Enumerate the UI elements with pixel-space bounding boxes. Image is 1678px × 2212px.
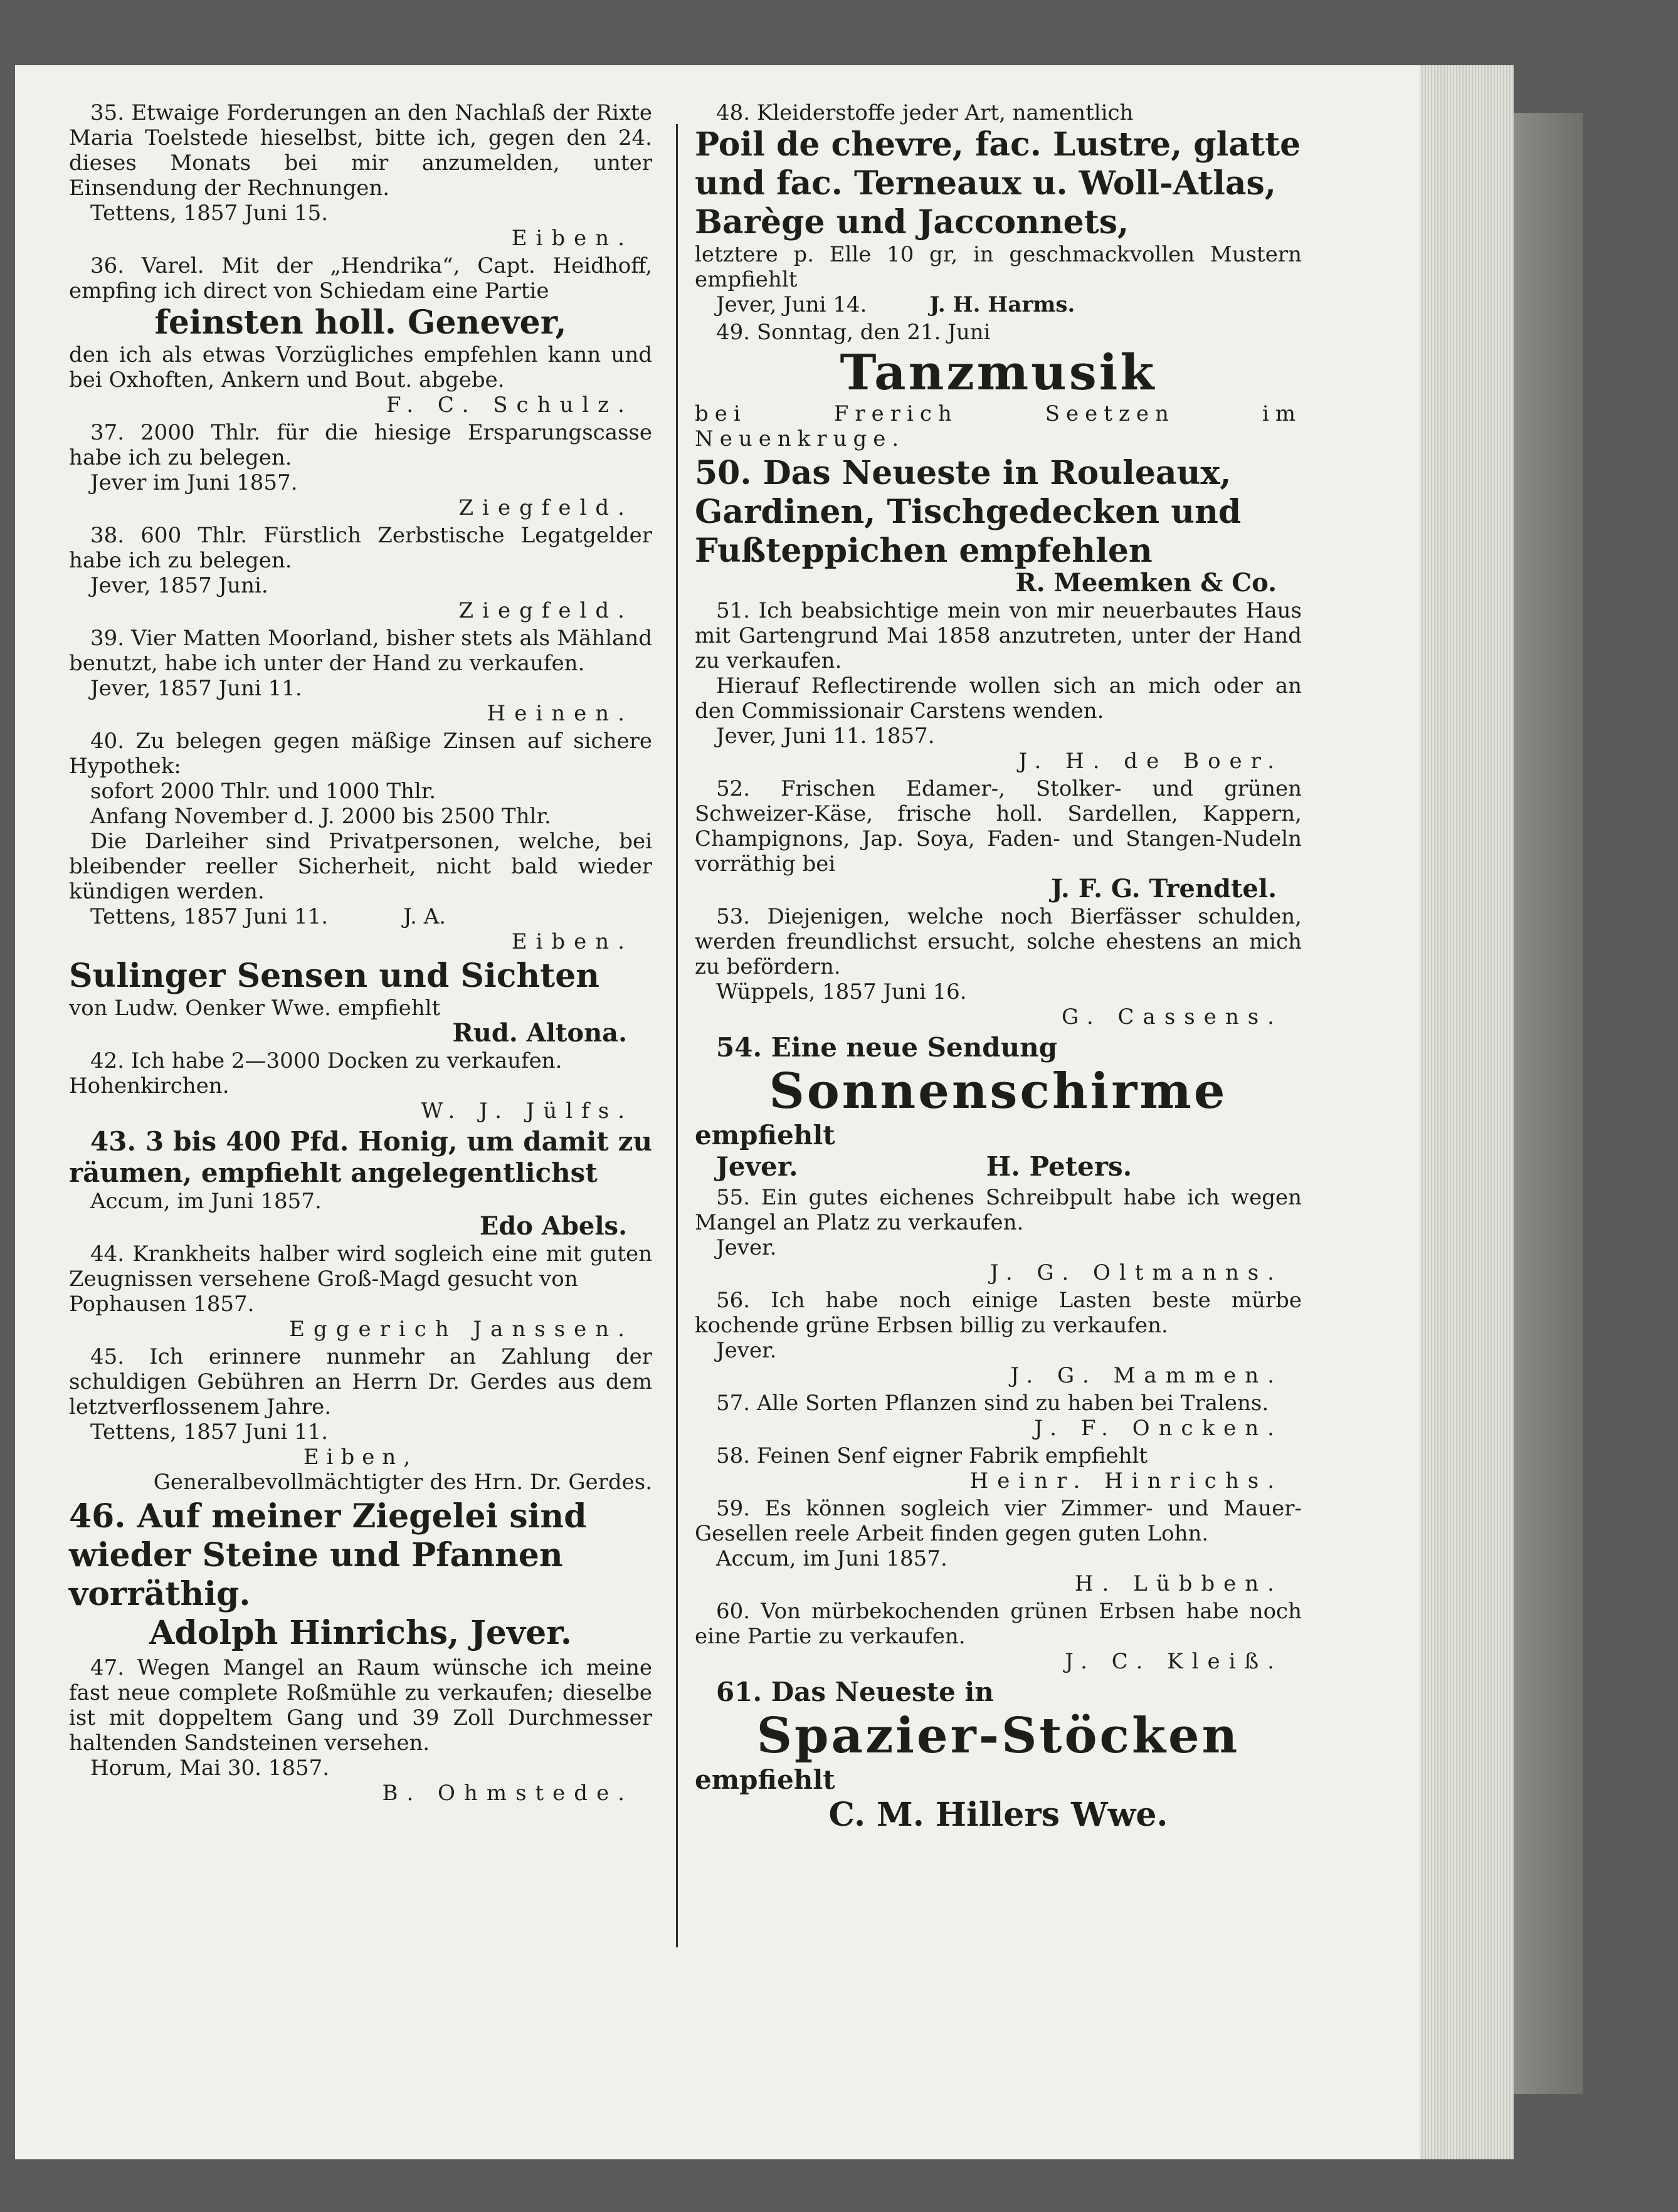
ad-45 <box>69 1344 652 1495</box>
ad-50 <box>695 454 1302 596</box>
ad-line: sofort 2000 Thlr. und 1000 Thlr. <box>90 779 436 804</box>
ad-place-date: Jever. <box>716 1151 798 1182</box>
ad-text: 60. Von mürbekochenden grünen Erbsen habe noch eine Partie zu verkaufen. <box>695 1599 1302 1649</box>
ad-44 <box>69 1241 652 1342</box>
ad-text: 43. 3 bis 400 Pfd. Honig, um damit zu räumen, empfiehlt angelegentlichst <box>69 1126 652 1188</box>
ad-signature: Edo Abels. <box>479 1211 627 1241</box>
ad-55 <box>695 1185 1302 1285</box>
ad-text: 48. Kleiderstoffe jeder Art, namentlich <box>716 100 1134 125</box>
ad-place-date: Jever, Juni 14. <box>716 292 867 317</box>
ad-signature-title: Generalbevollmächtigter des Hrn. Dr. Gerdes. <box>153 1470 652 1495</box>
ad-headline: 61. Das Neueste in <box>716 1677 994 1707</box>
ad-text: 36. Varel. Mit der „Hendrika“, Capt. Heidhoff, empfing ich direct von Schiedam eine Partie <box>69 253 652 303</box>
ad-headline: Poil de chevre, fac. Lustre, glatte und fac. Terneaux u. Woll-Atlas, Barège und Jacconnets, <box>695 125 1301 241</box>
ad-place-date: Tettens, 1857 Juni 11. <box>90 904 329 929</box>
ad-text: empfiehlt <box>695 1120 835 1151</box>
ad-signature: F. C. Schulz. <box>386 392 633 418</box>
ad-54 <box>695 1032 1302 1182</box>
ad-text: Hierauf Reflectirende wollen sich an mich oder an den Commissionair Carstens wenden. <box>695 673 1302 724</box>
ad-38 <box>69 523 652 623</box>
ad-signature: J. H. Harms. <box>929 292 1075 317</box>
ad-text: 52. Frischen Edamer-, Stolker- und grünen Schweizer-Käse, frische holl. Sardellen, Kappern, Champignons, Jap. Soya, Faden- und Stangen-Nudeln vorräthig bei <box>695 776 1302 877</box>
ad-text: den ich als etwas Vorzügliches empfehlen kann und bei Oxhoften, Ankern und Bout. abgebe. <box>69 342 652 392</box>
ad-headline-large: Sonnenschirme <box>769 1063 1228 1120</box>
ad-headline: 54. Eine neue Sendung <box>716 1032 1058 1063</box>
ad-39 <box>69 626 652 726</box>
ad-place-row <box>695 292 1302 317</box>
ad-place-date: Accum, im Juni 1857. <box>90 1189 322 1214</box>
ad-signature: G. Cassens. <box>1061 1004 1283 1030</box>
ad-place-date: Jever, 1857 Juni. <box>90 573 268 598</box>
ad-57 <box>695 1391 1302 1441</box>
ad-signature: Eiben. <box>511 226 633 251</box>
ad-58 <box>695 1443 1302 1493</box>
ad-text: 59. Es können sogleich vier Zimmer- und Mauer-Gesellen reele Arbeit finden gegen guten Lohn. <box>695 1496 1302 1546</box>
ad-text: 49. Sonntag, den 21. Juni <box>716 320 991 345</box>
ad-signature: Heinr. Hinrichs. <box>969 1468 1283 1493</box>
ad-text: bei Frerich Seetzen im Neuenkruge. <box>695 401 1302 451</box>
ad-text: 51. Ich beabsichtige mein von mir neuerbautes Haus mit Gartengrund Mai 1858 anzutreten, unter der Hand zu verkaufen. <box>695 598 1302 673</box>
ad-47 <box>69 1655 652 1806</box>
ad-text: 44. Krankheits halber wird sogleich eine mit guten Zeugnissen versehene Groß-Magd gesucht von <box>69 1241 652 1292</box>
ad-52 <box>695 776 1302 902</box>
left-column <box>69 100 652 1808</box>
ad-text: 45. Ich erinnere nunmehr an Zahlung der schuldigen Gebühren an Herrn Dr. Gerdes aus dem letztverflossenem Jahre. <box>69 1344 652 1419</box>
ad-text: Die Darleiher sind Privatpersonen, welche, bei bleibender reeller Sicherheit, nicht bald wieder kündigen werden. <box>69 829 652 904</box>
ad-signature: B. Ohmstede. <box>382 1781 633 1806</box>
ad-place-date: Tettens, 1857 Juni 11. <box>90 1419 329 1445</box>
ad-text: 40. Zu belegen gegen mäßige Zinsen auf sichere Hypothek: <box>69 729 652 779</box>
ad-place-row <box>69 904 652 929</box>
ad-37 <box>69 420 652 520</box>
ad-signature: Ziegfeld. <box>458 598 633 623</box>
ad-headline: 46. Auf meiner Ziegelei sind wieder Steine und Pfannen vorräthig. <box>69 1497 587 1613</box>
ad-headline: 50. Das Neueste in Rouleaux, Gardinen, Tischgedecken und Fußteppichen empfehlen <box>695 454 1242 570</box>
ad-51 <box>695 598 1302 774</box>
ad-line: Anfang November d. J. 2000 bis 2500 Thlr. <box>90 804 551 829</box>
ad-43 <box>69 1126 652 1239</box>
ad-signature: Ziegfeld. <box>458 495 633 520</box>
ad-signature: H. Peters. <box>986 1151 1132 1182</box>
ad-signature: Eiben, <box>303 1445 418 1470</box>
book-page-edges <box>1420 65 1514 2159</box>
ad-text: 37. 2000 Thlr. für die hiesige Ersparungscasse habe ich zu belegen. <box>69 420 652 470</box>
ad-41 <box>69 957 652 1046</box>
ad-signature: J. F. Oncken. <box>1034 1416 1283 1441</box>
ad-61 <box>695 1677 1302 1835</box>
ad-place-date: Jever, Juni 11. 1857. <box>716 724 935 749</box>
ad-text: 55. Ein gutes eichenes Schreibpult habe ich wegen Mangel an Platz zu verkaufen. <box>695 1185 1302 1235</box>
ad-signature: Heinen. <box>487 701 633 726</box>
ad-text: 47. Wegen Mangel an Raum wünsche ich meine fast neue complete Roßmühle zu verkaufen; dieselbe ist mit doppeltem Gang und 39 Zoll Durchmesser haltenden Sandsteinen versehen. <box>69 1655 652 1756</box>
ad-60 <box>695 1599 1302 1674</box>
ad-place-date: Hohenkirchen. <box>69 1073 230 1098</box>
ad-headline: Sulinger Sensen und Sichten <box>69 957 600 995</box>
ad-text: 57. Alle Sorten Pflanzen sind zu haben bei Tralens. <box>716 1391 1269 1416</box>
ad-signature: H. Lübben. <box>1074 1571 1283 1596</box>
ad-headline: feinsten holl. Genever, <box>154 303 567 342</box>
ad-place-row <box>695 1151 1302 1182</box>
ad-46 <box>69 1497 652 1653</box>
column-divider <box>676 124 678 1947</box>
ad-signature: J. G. Oltmanns. <box>989 1260 1283 1285</box>
right-column <box>695 100 1302 1837</box>
ad-headline: Tanzmusik <box>840 344 1157 401</box>
ad-signature: Eggerich Janssen. <box>289 1317 633 1342</box>
ad-48 <box>695 100 1302 317</box>
ad-text: 53. Diejenigen, welche noch Bierfässer schulden, werden freundlichst ersucht, solche ehestens an mich zu befördern. <box>695 904 1302 979</box>
ad-signature: J. F. G. Trendtel. <box>1051 874 1277 903</box>
ad-53 <box>695 904 1302 1030</box>
ad-text: 58. Feinen Senf eigner Fabrik empfiehlt <box>716 1443 1148 1468</box>
ad-signature: J. G. Mammen. <box>1010 1363 1283 1388</box>
ad-signature: Rud. Altona. <box>452 1018 627 1048</box>
ad-42 <box>69 1048 652 1124</box>
ad-place-date: Pophausen 1857. <box>69 1292 255 1317</box>
ad-text: 35. Etwaige Forderungen an den Nachlaß der Rixte Maria Toelstede hieselbst, bitte ich, gegen den 24. dieses Monats bei mir anzumelden, unter Einsendung der Rechnungen. <box>69 100 652 201</box>
book-binding-shadow <box>1514 113 1583 2094</box>
ad-place-date: Accum, im Juni 1857. <box>716 1546 947 1571</box>
ad-signature: W. J. Jülfs. <box>421 1098 633 1124</box>
ad-49 <box>695 320 1302 451</box>
ad-text: 56. Ich habe noch einige Lasten beste mürbe kochende grüne Erbsen billig zu verkaufen. <box>695 1288 1302 1338</box>
ad-56 <box>695 1288 1302 1388</box>
ad-place-date: Horum, Mai 30. 1857. <box>90 1756 330 1781</box>
ad-place-date: Jever im Juni 1857. <box>90 470 298 495</box>
ad-signature: Eiben. <box>511 929 633 954</box>
ad-place-date: Wüppels, 1857 Juni 16. <box>716 979 967 1004</box>
ad-place-date: Jever. <box>716 1235 777 1260</box>
ad-signature: C. M. Hillers Wwe. <box>828 1796 1168 1834</box>
ad-text: 38. 600 Thlr. Fürstlich Zerbstische Legatgelder habe ich zu belegen. <box>69 523 652 573</box>
ad-place-date: Tettens, 1857 Juni 15. <box>90 201 329 226</box>
ad-headline-large: Spazier-Stöcken <box>756 1707 1240 1764</box>
ad-text: 39. Vier Matten Moorland, bisher stets als Mähland benutzt, habe ich unter der Hand zu verkaufen. <box>69 626 652 676</box>
ad-text: empfiehlt <box>695 1764 835 1795</box>
ad-signature: Adolph Hinrichs, Jever. <box>149 1614 572 1652</box>
ad-40 <box>69 729 652 954</box>
ad-signature: R. Meemken & Co. <box>1015 568 1277 598</box>
ad-signature: J. C. Kleiß. <box>1065 1649 1283 1674</box>
ad-59 <box>695 1496 1302 1596</box>
ad-35 <box>69 100 652 251</box>
ad-text: von Ludw. Oenker Wwe. empfiehlt <box>69 996 441 1021</box>
ad-text: 42. Ich habe 2—3000 Docken zu verkaufen. <box>90 1048 562 1073</box>
ad-place-date: Jever, 1857 Juni 11. <box>90 676 302 701</box>
ad-36 <box>69 253 652 418</box>
ad-place-date: Jever. <box>716 1338 777 1363</box>
ad-signature-initials: J. A. <box>403 904 446 929</box>
ad-text: letztere p. Elle 10 gr, in geschmackvollen Mustern empfiehlt <box>695 242 1302 292</box>
ad-signature: J. H. de Boer. <box>1018 749 1283 774</box>
